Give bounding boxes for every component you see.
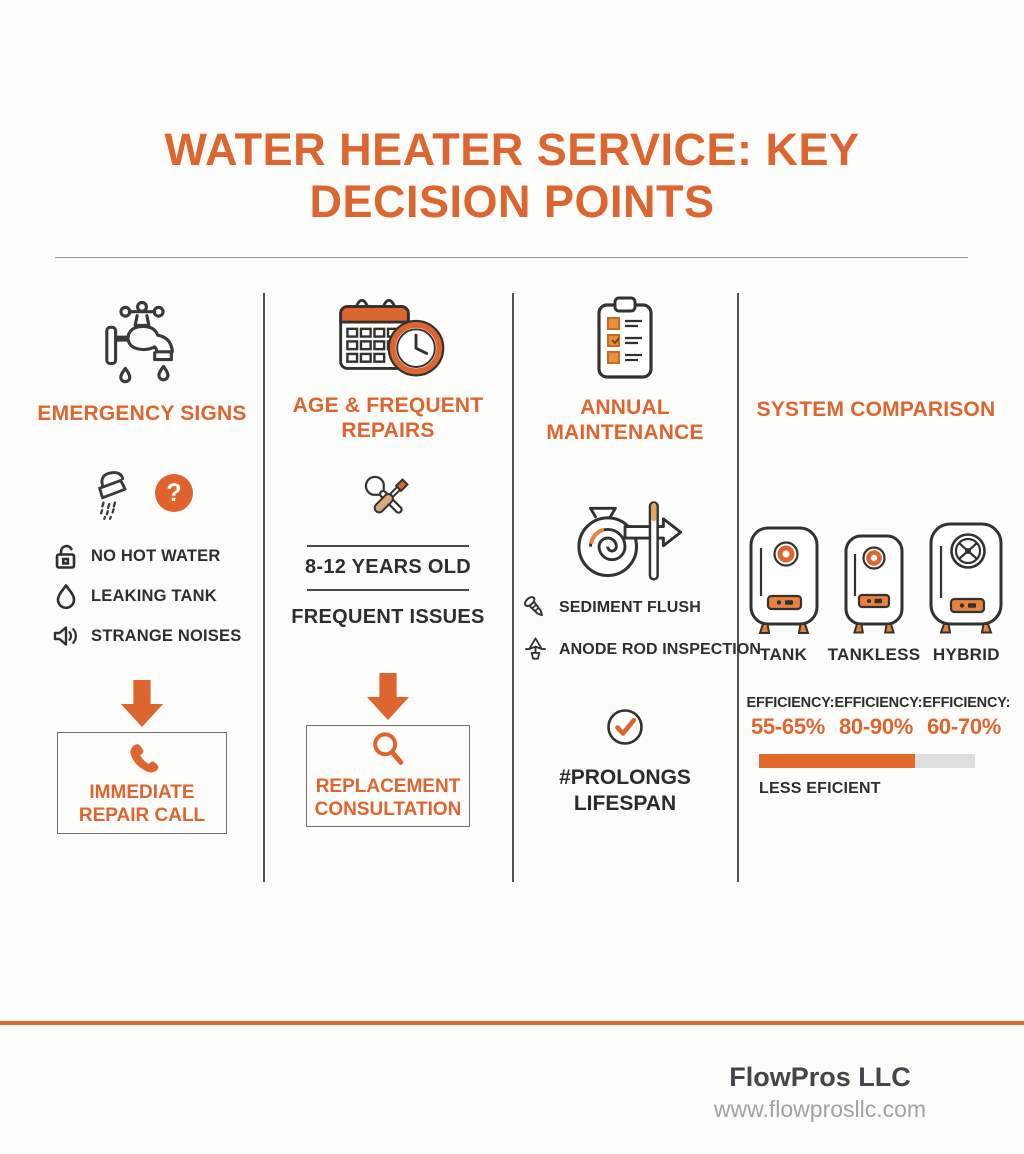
list-item (522, 637, 762, 663)
column-heading: SYSTEM COMPARISON (756, 398, 996, 421)
heater-row (746, 520, 1007, 665)
tank-heater-icon (746, 524, 822, 636)
page-title: WATER HEATER SERVICE: KEY DECISION POINTS (164, 124, 860, 228)
list-item-label: NO HOT WATER (91, 546, 221, 565)
shower-question-row (91, 466, 193, 520)
maintenance-list (518, 595, 762, 663)
water-drop-icon (52, 583, 79, 610)
list-item (52, 624, 256, 648)
heater-label: TANKLESS (827, 645, 921, 665)
efficiency-row (746, 695, 1011, 740)
efficiency-label: EFFICIENCY: (922, 695, 1011, 712)
efficiency-bar-fill (759, 754, 915, 768)
anode-rod-icon (522, 636, 549, 664)
emergency-sign-list (28, 544, 256, 648)
faucet-icon (95, 299, 189, 387)
efficiency-cell (746, 695, 835, 740)
list-item (522, 595, 732, 621)
magnifier-icon (369, 730, 407, 770)
list-item (52, 544, 256, 568)
column-divider (263, 293, 265, 882)
footer-website: www.flowprosllc.com (713, 1096, 927, 1122)
heater-tankless (828, 532, 921, 665)
result-label: #PROLONGS LIFESPAN (559, 766, 691, 815)
column-system-comparison (745, 293, 1011, 798)
heater-label: HYBRID (932, 645, 1000, 665)
crossed-tools-icon (362, 473, 414, 525)
calendar-clock-icon (331, 293, 445, 383)
fact-divider (307, 589, 469, 591)
list-item-label: ANODE ROD INSPECTION (559, 641, 762, 659)
efficiency-cell (834, 695, 923, 740)
column-divider (512, 293, 514, 882)
efficiency-value: 55-65% (750, 714, 826, 740)
heater-hybrid (926, 520, 1006, 665)
column-emergency-signs (28, 293, 256, 834)
down-arrow-icon (365, 673, 411, 721)
efficiency-bar (759, 754, 975, 768)
column-heading: ANNUAL MAINTENANCE (546, 396, 704, 445)
column-age-repairs (272, 293, 504, 827)
tankless-heater-icon (841, 532, 907, 636)
efficiency-value: 80-90% (838, 714, 914, 740)
column-heading: EMERGENCY SIGNS (37, 402, 247, 425)
phone-icon (124, 740, 160, 776)
list-item-label: STRANGE NOISES (91, 626, 242, 645)
column-annual-maintenance (518, 293, 762, 816)
screw-icon (522, 594, 549, 622)
immediate-repair-box (57, 732, 227, 834)
issue-fact: FREQUENT ISSUES (291, 605, 485, 628)
down-arrow-icon (119, 680, 165, 728)
unlocked-padlock-icon (52, 543, 79, 570)
heater-label: TANK (760, 645, 808, 665)
shower-icon (91, 466, 139, 520)
efficiency-value: 60-70% (926, 714, 1002, 740)
action-label: IMMEDIATE REPAIR CALL (78, 781, 206, 826)
footer-accent-rule (0, 1021, 1024, 1025)
heater-tank (746, 524, 822, 665)
list-item-label: LEAKING TANK (91, 586, 217, 605)
list-item-label: SEDIMENT FLUSH (559, 599, 701, 617)
title-divider (55, 257, 968, 258)
action-label: REPLACEMENT CONSULTATION (314, 775, 462, 821)
column-divider (737, 293, 739, 882)
list-item (52, 584, 256, 608)
pump-flush-icon (561, 491, 689, 587)
age-fact: 8-12 YEARS OLD (304, 555, 472, 578)
efficiency-label: EFFICIENCY: (834, 695, 923, 712)
fact-divider (307, 545, 469, 547)
clipboard-checklist-icon (588, 293, 662, 383)
replacement-consultation-box (306, 725, 470, 827)
check-circle-icon (605, 707, 645, 747)
efficiency-bar-caption: LESS EFICIENT (759, 780, 881, 798)
efficiency-label: EFFICIENCY: (746, 695, 835, 712)
speaker-icon (52, 624, 79, 648)
question-badge-icon: ? (155, 474, 193, 512)
hybrid-heater-icon (926, 520, 1006, 636)
efficiency-cell (922, 695, 1011, 740)
footer (620, 1062, 1020, 1123)
footer-company: FlowPros LLC (729, 1062, 911, 1092)
column-heading: AGE & FREQUENT REPAIRS (292, 394, 484, 443)
